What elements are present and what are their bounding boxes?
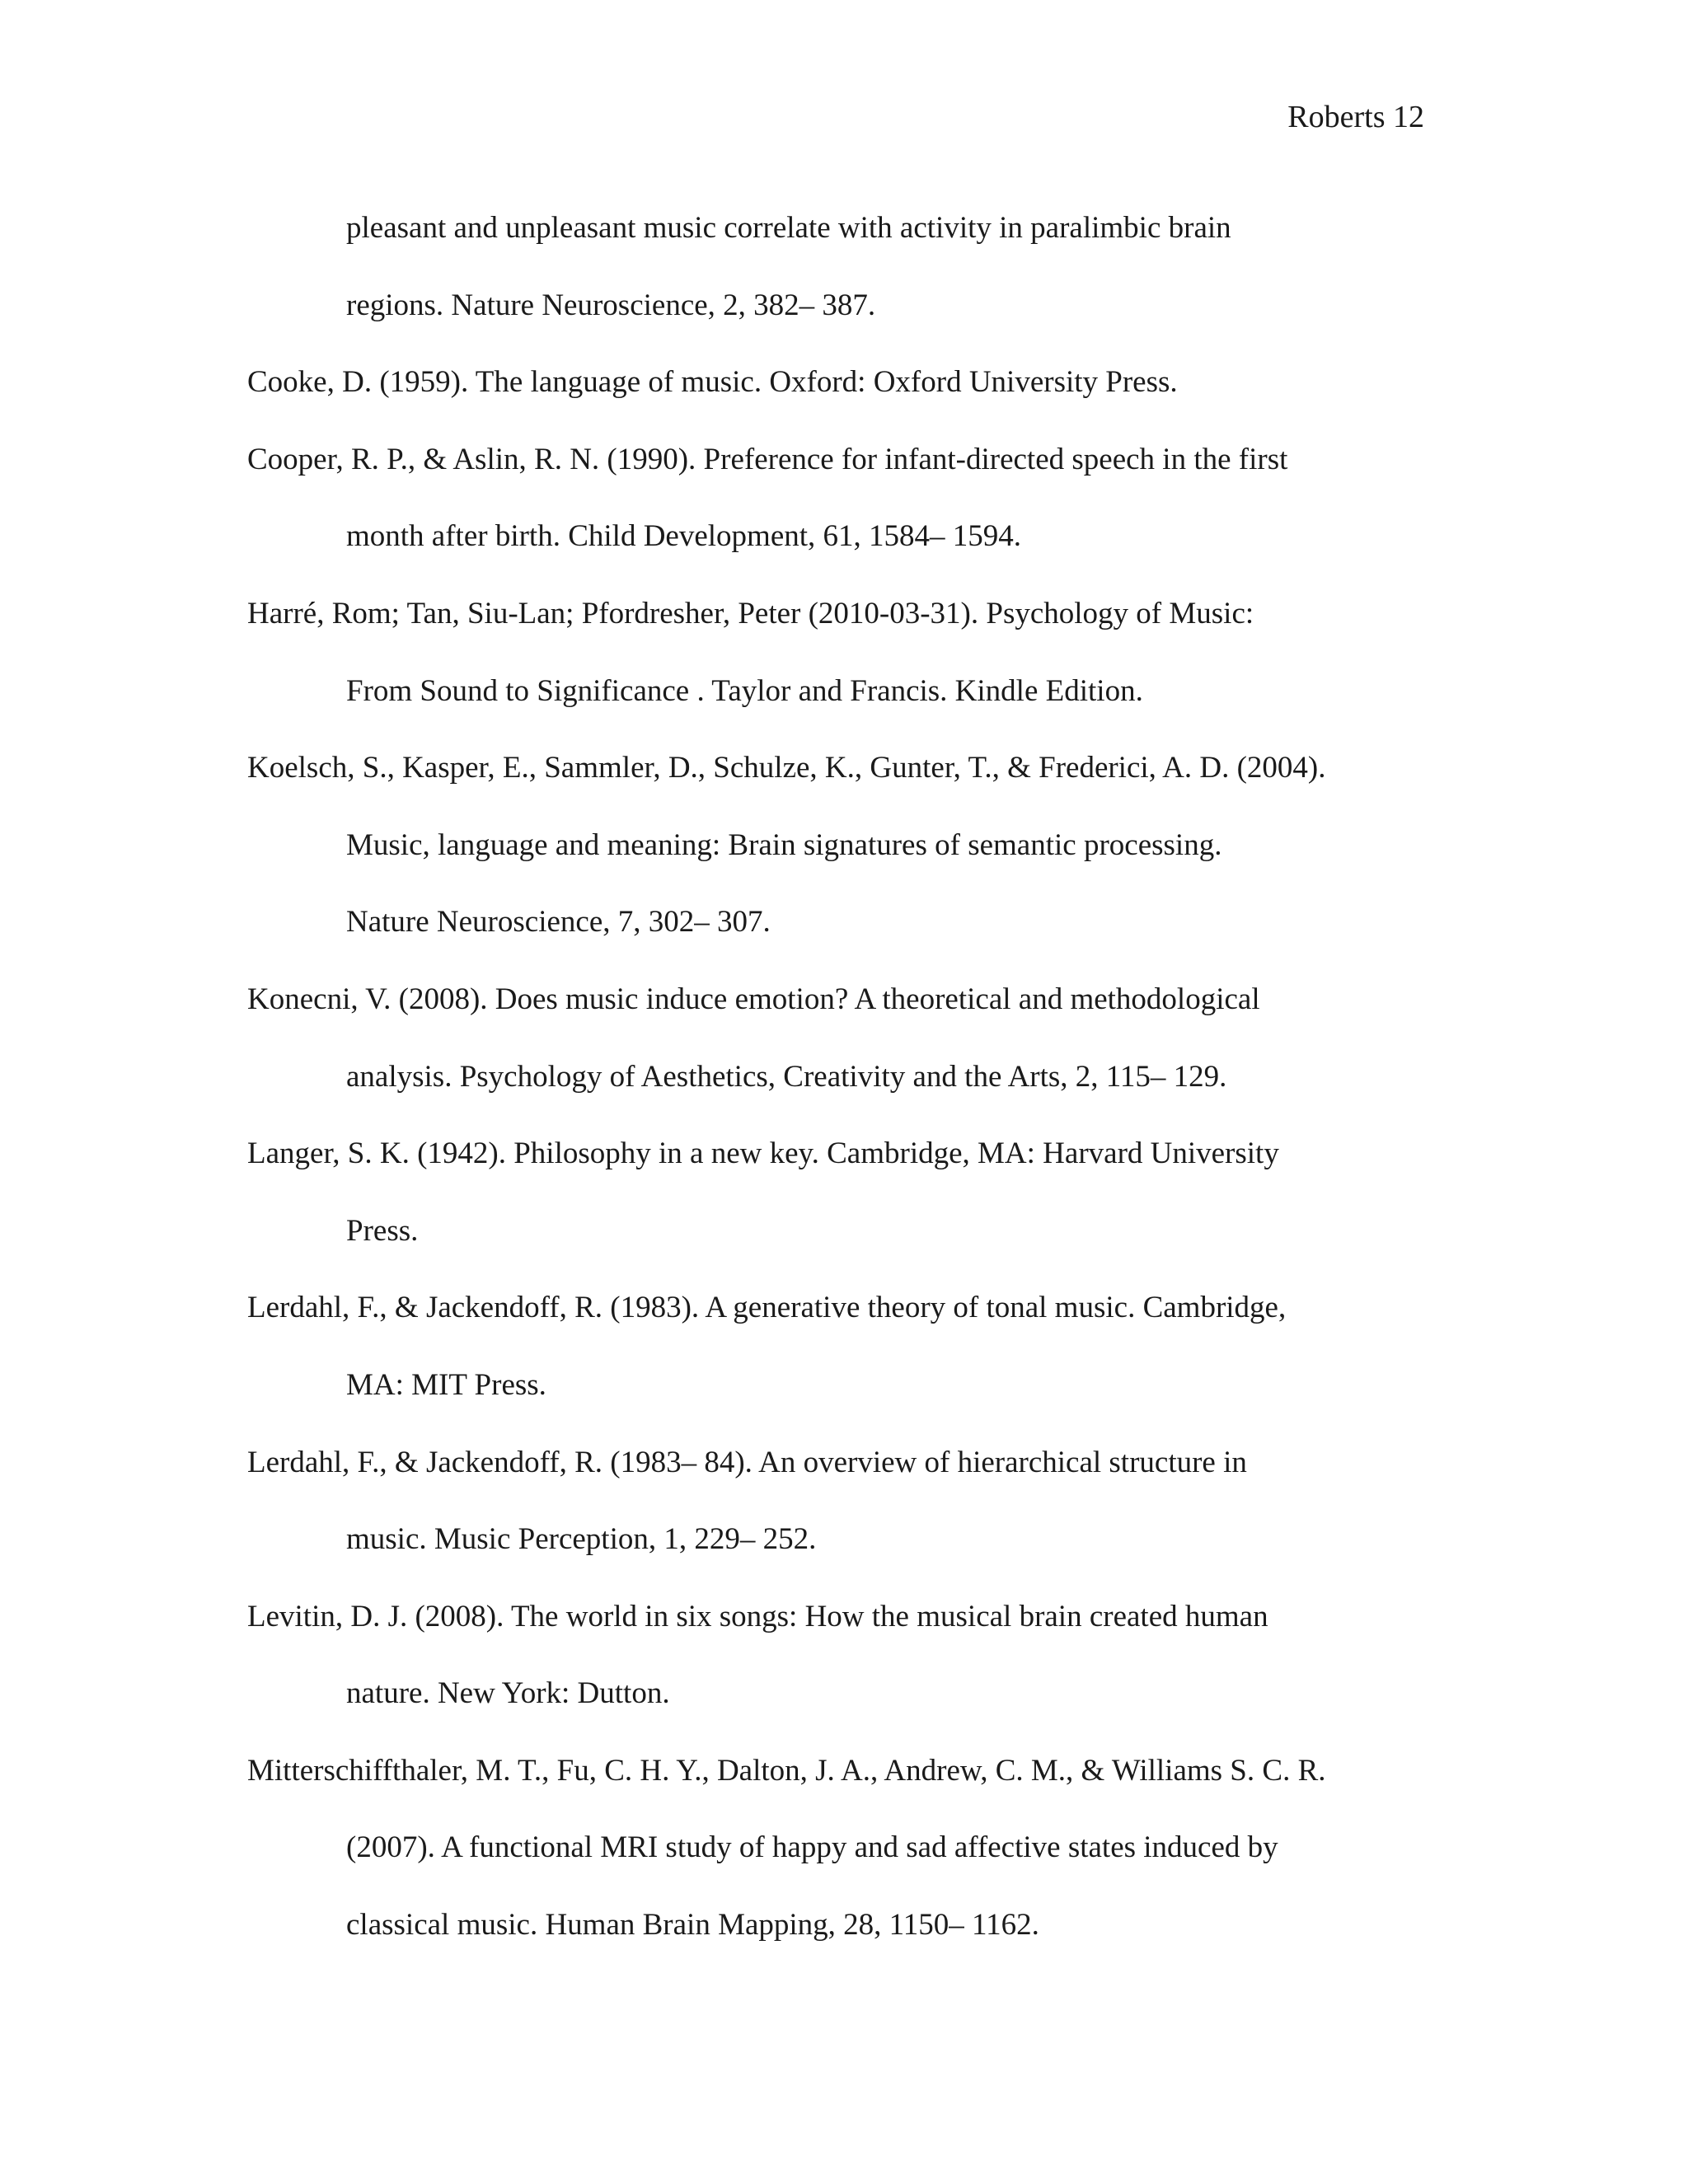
reference-first-line: Koelsch, S., Kasper, E., Sammler, D., Schulze, K., Gunter, T., & Frederici, A. D. (2004). [247,751,1326,785]
reference-continuation-line: nature. New York: Dutton. [346,1676,670,1711]
reference-first-line: Konecni, V. (2008). Does music induce emotion? A theoretical and methodological [247,982,1260,1016]
reference-continuation-line: Press. [346,1213,419,1248]
reference-entry [247,190,1426,344]
reference-list [247,190,1426,1964]
reference-continuation-line: Nature Neuroscience, 7, 302– 307. [346,905,771,940]
reference-entry [247,961,1426,1115]
reference-entry [247,575,1426,729]
reference-first-line: Harré, Rom; Tan, Siu-Lan; Pfordresher, Peter (2010-03-31). Psychology of Music: [247,596,1254,630]
reference-first-line: Lerdahl, F., & Jackendoff, R. (1983– 84). An overview of hierarchical structure in [247,1445,1247,1479]
reference-first-line: Cooper, R. P., & Aslin, R. N. (1990). Preference for infant-directed speech in the first [247,442,1288,476]
reference-entry [247,344,1426,421]
reference-continuation-line: analysis. Psychology of Aesthetics, Creativity and the Arts, 2, 115– 129. [346,1059,1227,1094]
reference-entry [247,1424,1426,1578]
reference-first-line: Lerdahl, F., & Jackendoff, R. (1983). A generative theory of tonal music. Cambridge, [247,1291,1287,1325]
reference-first-line: Levitin, D. J. (2008). The world in six songs: How the musical brain created human [247,1599,1268,1633]
reference-continuation-line: regions. Nature Neuroscience, 2, 382– 387. [346,288,876,322]
reference-continuation-line: pleasant and unpleasant music correlate with activity in paralimbic brain [346,211,1231,245]
reference-entry [247,1578,1426,1732]
reference-entry [247,729,1426,961]
reference-continuation-line: music. Music Perception, 1, 229– 252. [346,1522,817,1557]
reference-first-line: Langer, S. K. (1942). Philosophy in a new key. Cambridge, MA: Harvard University [247,1137,1279,1171]
reference-first-line: Mitterschiffthaler, M. T., Fu, C. H. Y., Dalton, J. A., Andrew, C. M., & Williams S. C. R. [247,1753,1326,1788]
reference-entry [247,1269,1426,1423]
reference-continuation-line: Music, language and meaning: Brain signatures of semantic processing. [346,827,1222,862]
reference-continuation-line: classical music. Human Brain Mapping, 28, 1150– 1162. [346,1908,1039,1943]
reference-entry [247,421,1426,575]
reference-first-line: Cooke, D. (1959). The language of music. Oxford: Oxford University Press. [247,365,1178,400]
reference-continuation-line: month after birth. Child Development, 61, 1584– 1594. [346,519,1022,554]
reference-continuation-line: (2007). A functional MRI study of happy and sad affective states induced by [346,1830,1278,1865]
reference-continuation-line: From Sound to Significance . Taylor and Francis. Kindle Edition. [346,673,1143,708]
reference-entry [247,1732,1426,1964]
running-head: Roberts 12 [1287,100,1424,134]
reference-entry [247,1115,1426,1269]
reference-continuation-line: MA: MIT Press. [346,1367,546,1402]
